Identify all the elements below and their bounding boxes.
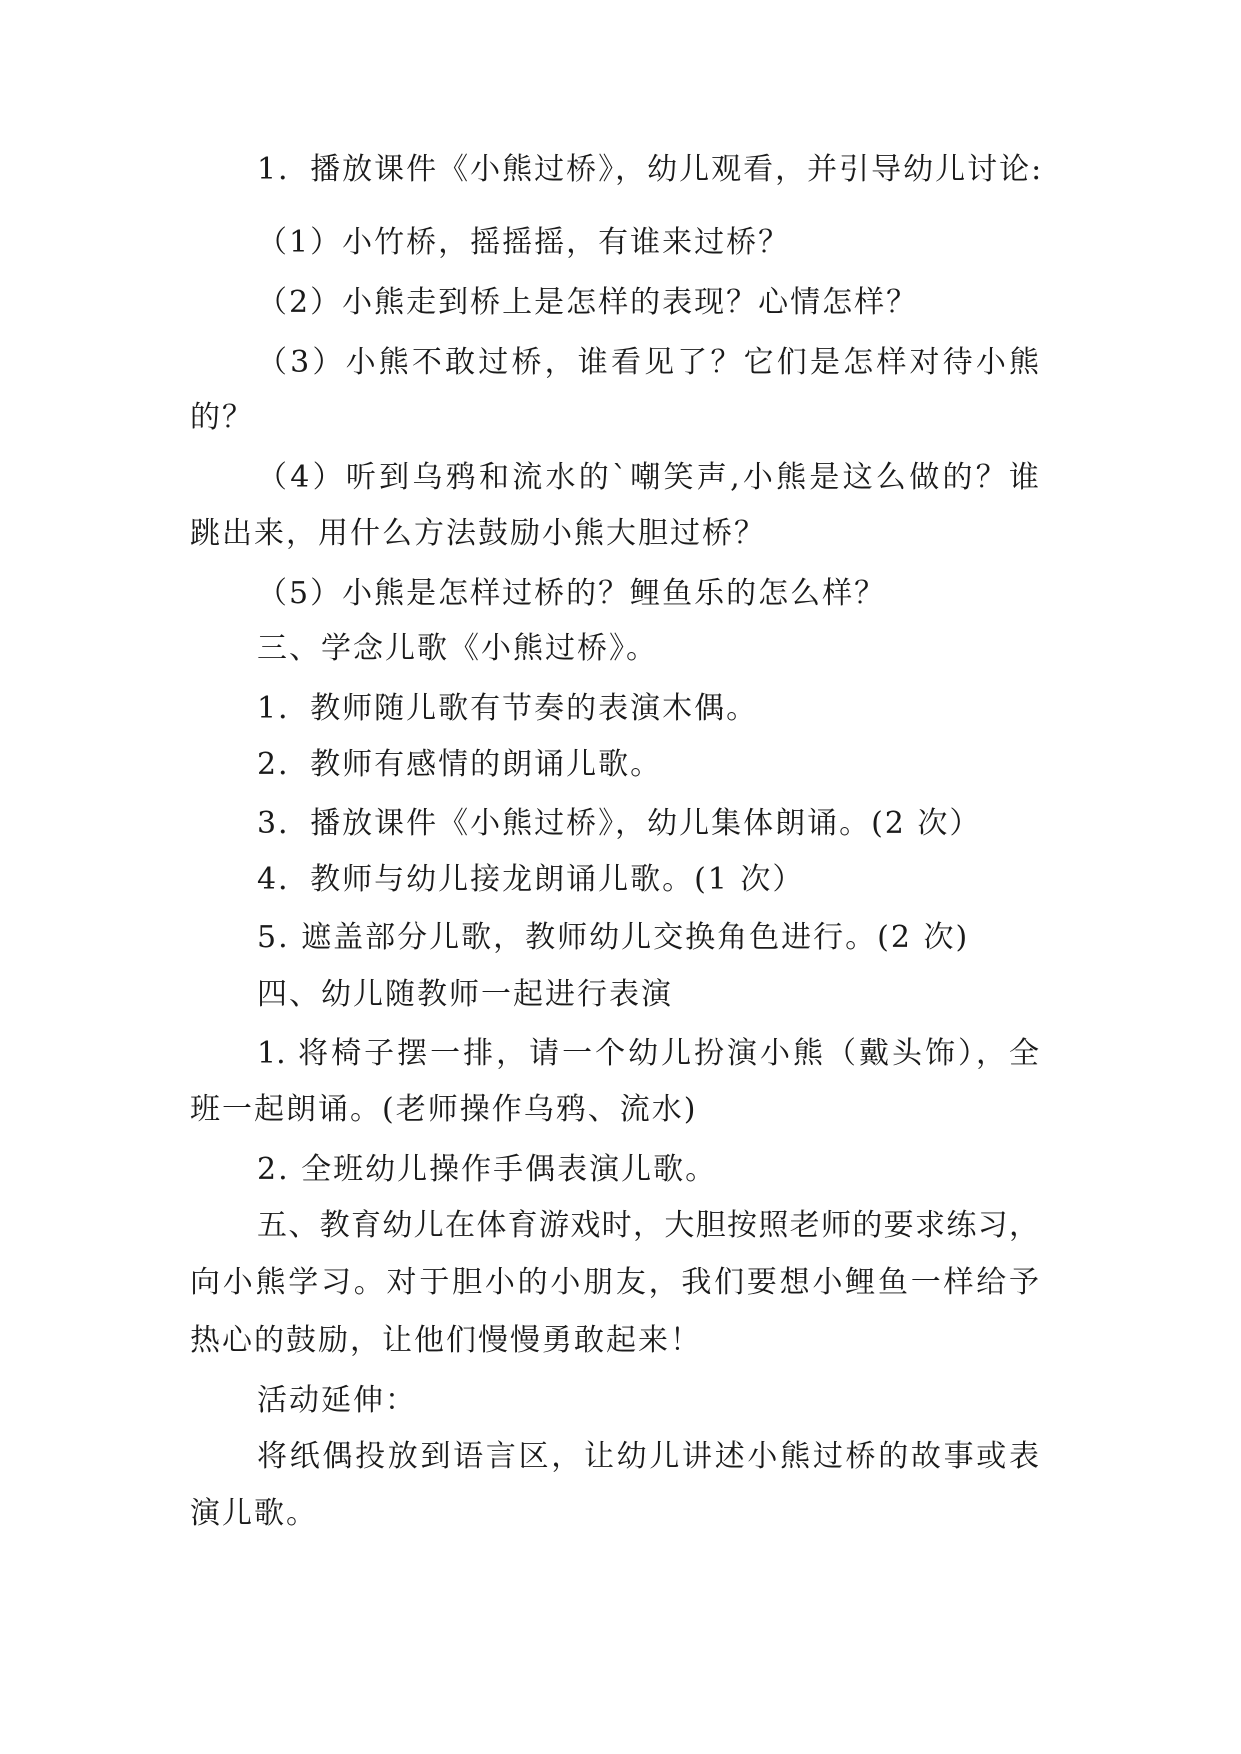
text-line: 跳出来，用什么方法鼓励小熊大胆过桥？ [190, 516, 766, 551]
text-line: 1. 将椅子摆一排，请一个幼儿扮演小熊（戴头饰），全 [257, 1036, 1039, 1071]
text-line: （2）小熊走到桥上是怎样的表现？心情怎样？ [257, 285, 919, 320]
text-line: 热心的鼓励，让他们慢慢勇敢起来！ [190, 1323, 702, 1358]
text-line: （3）小熊不敢过桥，谁看见了？它们是怎样对待小熊 [257, 345, 1039, 380]
text-line: 活动延伸： [257, 1383, 417, 1418]
text-line: 三、学念儿歌《小熊过桥》。 [257, 631, 658, 666]
text-line: 的？ [190, 400, 254, 435]
text-line: 2．教师有感情的朗诵儿歌。 [257, 747, 663, 782]
text-line: 四、幼儿随教师一起进行表演 [257, 977, 673, 1012]
text-line: 1．播放课件《小熊过桥》，幼儿观看，并引导幼儿讨论: [257, 152, 1044, 187]
text-line: 五、教育幼儿在体育游戏时，大胆按照老师的要求练习， [257, 1208, 1039, 1243]
text-line: 2. 全班幼儿操作手偶表演儿歌。 [257, 1152, 718, 1187]
text-line: （1）小竹桥，摇摇摇，有谁来过桥？ [257, 225, 791, 260]
text-line: （4）听到乌鸦和流水的`嘲笑声,小熊是这么做的？谁 [257, 460, 1039, 495]
text-line: 将纸偶投放到语言区，让幼儿讲述小熊过桥的故事或表 [257, 1439, 1039, 1474]
text-line: （5）小熊是怎样过桥的？鲤鱼乐的怎么样？ [257, 576, 887, 611]
text-line: 向小熊学习。对于胆小的小朋友，我们要想小鲤鱼一样给予 [190, 1265, 1039, 1300]
text-line: 1．教师随儿歌有节奏的表演木偶。 [257, 691, 759, 726]
text-line: 班一起朗诵。(老师操作乌鸦、流水) [190, 1092, 698, 1127]
text-line: 3．播放课件《小熊过桥》，幼儿集体朗诵。(2 次） [257, 806, 982, 841]
text-line: 演儿歌。 [190, 1496, 318, 1531]
text-line: 5. 遮盖部分儿歌，教师幼儿交换角色进行。(2 次) [257, 920, 970, 955]
text-line: 4．教师与幼儿接龙朗诵儿歌。(1 次） [257, 862, 805, 897]
